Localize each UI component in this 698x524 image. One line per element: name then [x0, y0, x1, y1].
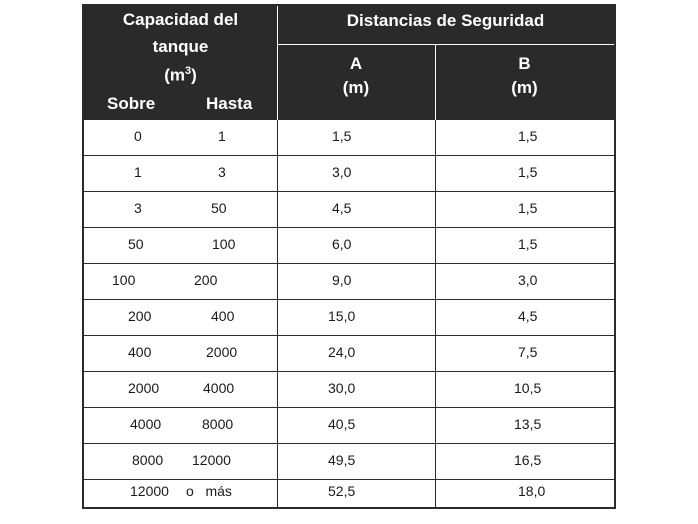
hasta-header: Hasta [206, 94, 253, 113]
sobre-cell: 200 [128, 308, 152, 324]
b-cell: 18,0 [518, 483, 546, 499]
hasta-cell: 12000 [192, 452, 231, 468]
a-cell: 4,5 [332, 200, 352, 216]
table-header [84, 6, 614, 120]
b-cell: 1,5 [518, 236, 538, 252]
a-cell: 1,5 [332, 128, 352, 144]
b-cell: 16,5 [514, 452, 542, 468]
hasta-cell: 50 [211, 200, 227, 216]
header-divider [277, 44, 614, 45]
hasta-cell: 2000 [206, 344, 238, 360]
hasta-cell: 4000 [203, 380, 235, 396]
b-cell: 10,5 [514, 380, 542, 396]
a-cell: 40,5 [328, 416, 356, 432]
sobre-cell: 400 [128, 344, 152, 360]
hasta-cell: 400 [211, 308, 235, 324]
table-row [84, 192, 614, 228]
unit-close: ) [191, 65, 197, 85]
hasta-cell: 100 [212, 236, 236, 252]
hasta-cell: 3 [218, 164, 226, 180]
hasta-cell: 8000 [202, 416, 234, 432]
sobre-header: Sobre [107, 94, 156, 113]
sobre-cell: 0 [134, 128, 142, 144]
table-row [84, 156, 614, 192]
sobre-cell: 4000 [130, 416, 162, 432]
capacity-header-line2: tanque [152, 37, 209, 56]
table-row [84, 408, 614, 444]
b-cell: 13,5 [514, 416, 542, 432]
sobre-cell: 12000 [130, 483, 169, 499]
a-cell: 30,0 [328, 380, 356, 396]
a-cell: 49,5 [328, 452, 356, 468]
sobre-cell: 100 [112, 272, 136, 288]
b-cell: 1,5 [518, 164, 538, 180]
safety-distance-table [82, 4, 616, 509]
b-cell: 1,5 [518, 128, 538, 144]
sobre-cell: 3 [134, 200, 142, 216]
a-cell: 3,0 [332, 164, 352, 180]
a-cell: 15,0 [328, 308, 356, 324]
sobre-cell: 1 [134, 164, 142, 180]
a-cell: 24,0 [328, 344, 356, 360]
b-cell: 4,5 [518, 308, 538, 324]
hasta-cell: o más [186, 483, 232, 499]
table-row [84, 372, 614, 408]
capacity-unit [84, 65, 277, 86]
table-row [84, 264, 614, 300]
capacity-header-line1: Capacidad del [122, 10, 239, 29]
hasta-cell: 1 [218, 128, 226, 144]
unit-exponent: 3 [184, 65, 192, 77]
distances-header: Distancias de Seguridad [346, 11, 545, 30]
table-row [84, 336, 614, 372]
table-row [84, 444, 614, 480]
sobre-cell: 2000 [128, 380, 160, 396]
table-row [84, 300, 614, 336]
column-b-header: B [518, 54, 531, 73]
table-row [84, 120, 614, 156]
unit-base: (m [164, 65, 185, 85]
table-row [84, 480, 614, 507]
column-b-unit: (m) [511, 78, 538, 97]
a-cell: 52,5 [328, 483, 356, 499]
b-cell: 1,5 [518, 200, 538, 216]
hasta-cell: 200 [194, 272, 218, 288]
sobre-cell: 8000 [132, 452, 164, 468]
b-cell: 7,5 [518, 344, 538, 360]
a-cell: 9,0 [332, 272, 352, 288]
column-a-header: A [349, 54, 363, 73]
b-cell: 3,0 [518, 272, 538, 288]
a-cell: 6,0 [332, 236, 352, 252]
table-row [84, 228, 614, 264]
column-a-unit: (m) [342, 78, 370, 97]
sobre-cell: 50 [128, 236, 144, 252]
